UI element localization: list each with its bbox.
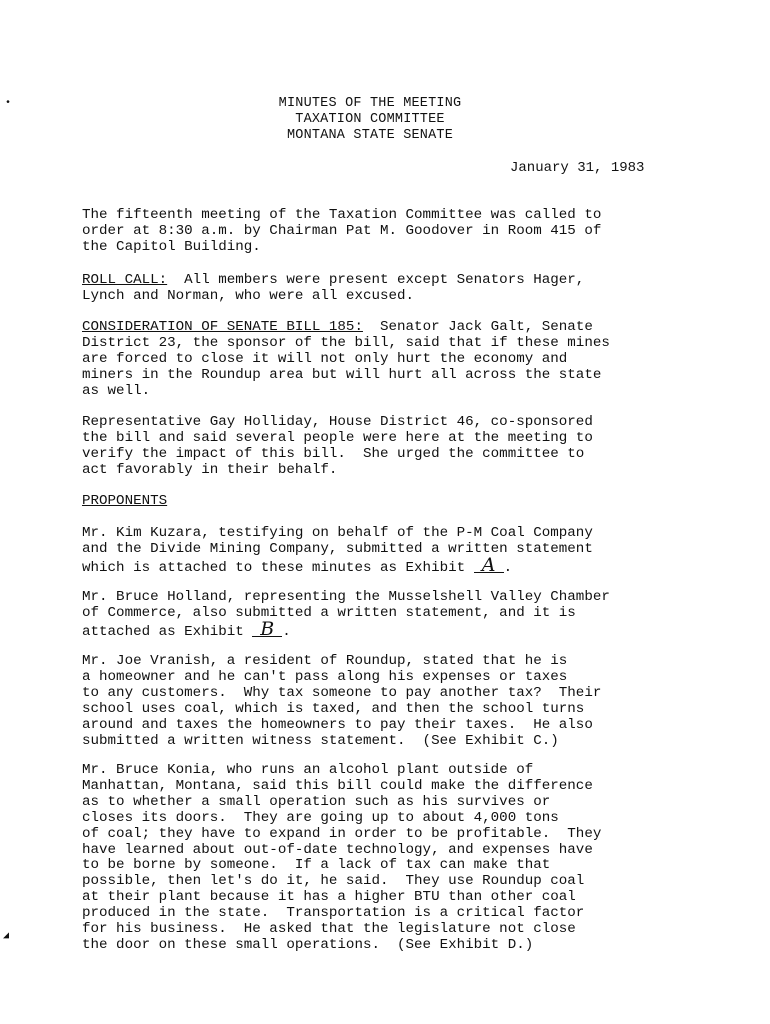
- scan-mark-bottom: ◢: [3, 931, 10, 942]
- holland-paragraph: Mr. Bruce Holland, representing the Musselshell Valley Chamber of Commerce, also submitted a written statement, and it is attached as Exhibit B .: [82, 589, 610, 640]
- intro-paragraph: The fifteenth meeting of the Taxation Committee was called to order at 8:30 a.m. by Chairman Pat M. Goodover in Room 415 of the Capitol Building.: [82, 207, 602, 255]
- konia-paragraph: Mr. Bruce Konia, who runs an alcohol plant outside of Manhattan, Montana, said this bill could make the difference as to whether a small operation such as his survives or closes its doors. They are going up to about 4,000 tons of coal; they have to expand in order to be profitable. They have learned about out-of-date technology, and expenses have to be borne by someone. If a lack of tax can make that possible, then let's do it, he said. They use Roundup coal at their plant because it has a higher BTU than other coal produced in the state. Transportation is a critical factor for his business. He asked that the legislature not close the door on these small operations. (See Exhibit D.): [82, 762, 602, 953]
- meeting-date: January 31, 1983: [510, 160, 645, 176]
- header-title-line2: TAXATION COMMITTEE: [295, 112, 445, 127]
- kuzara-paragraph: Mr. Kim Kuzara, testifying on behalf of the P-M Coal Company and the Divide Mining Company, submitted a written statement which is attached to these minutes as Exhibit A .: [82, 525, 593, 576]
- header-title-line1: MINUTES OF THE MEETING: [278, 96, 462, 111]
- header-title-line3: MONTANA STATE SENATE: [286, 128, 454, 143]
- vranish-paragraph: Mr. Joe Vranish, a resident of Roundup, stated that he is a homeowner and he can't pass along his expenses or taxes to any customers. Why tax someone to pay another tax? Their school uses coal, which is taxed, and then the school turns around and taxes the homeowners to pay their taxes. He also submitted a written witness statement. (See Exhibit C.): [82, 653, 602, 749]
- consideration-paragraph: CONSIDERATION OF SENATE BILL 185: Senator Jack Galt, Senate District 23, the sponsor of the bill, said that if these mines are forced to close it will not only hurt the economy and miners in the Roundup area but will hurt all across the state as well.: [82, 319, 610, 399]
- holliday-paragraph: Representative Gay Holliday, House District 46, co-sponsored the bill and said several people were here at the meeting to verify the impact of this bill. She urged the committee to act favorably in their behalf.: [82, 414, 593, 478]
- proponents-heading: PROPONENTS: [82, 493, 168, 509]
- exhibit-b-handwritten: B: [252, 622, 282, 637]
- consideration-heading: CONSIDERATION OF SENATE BILL 185:: [82, 319, 363, 335]
- roll-call-heading: ROLL CALL:: [82, 272, 168, 288]
- exhibit-a-handwritten: A: [474, 558, 504, 573]
- scan-mark-top: •: [5, 98, 12, 109]
- roll-call-paragraph: ROLL CALL: All members were present except Senators Hager, Lynch and Norman, who were all excused.: [82, 272, 585, 304]
